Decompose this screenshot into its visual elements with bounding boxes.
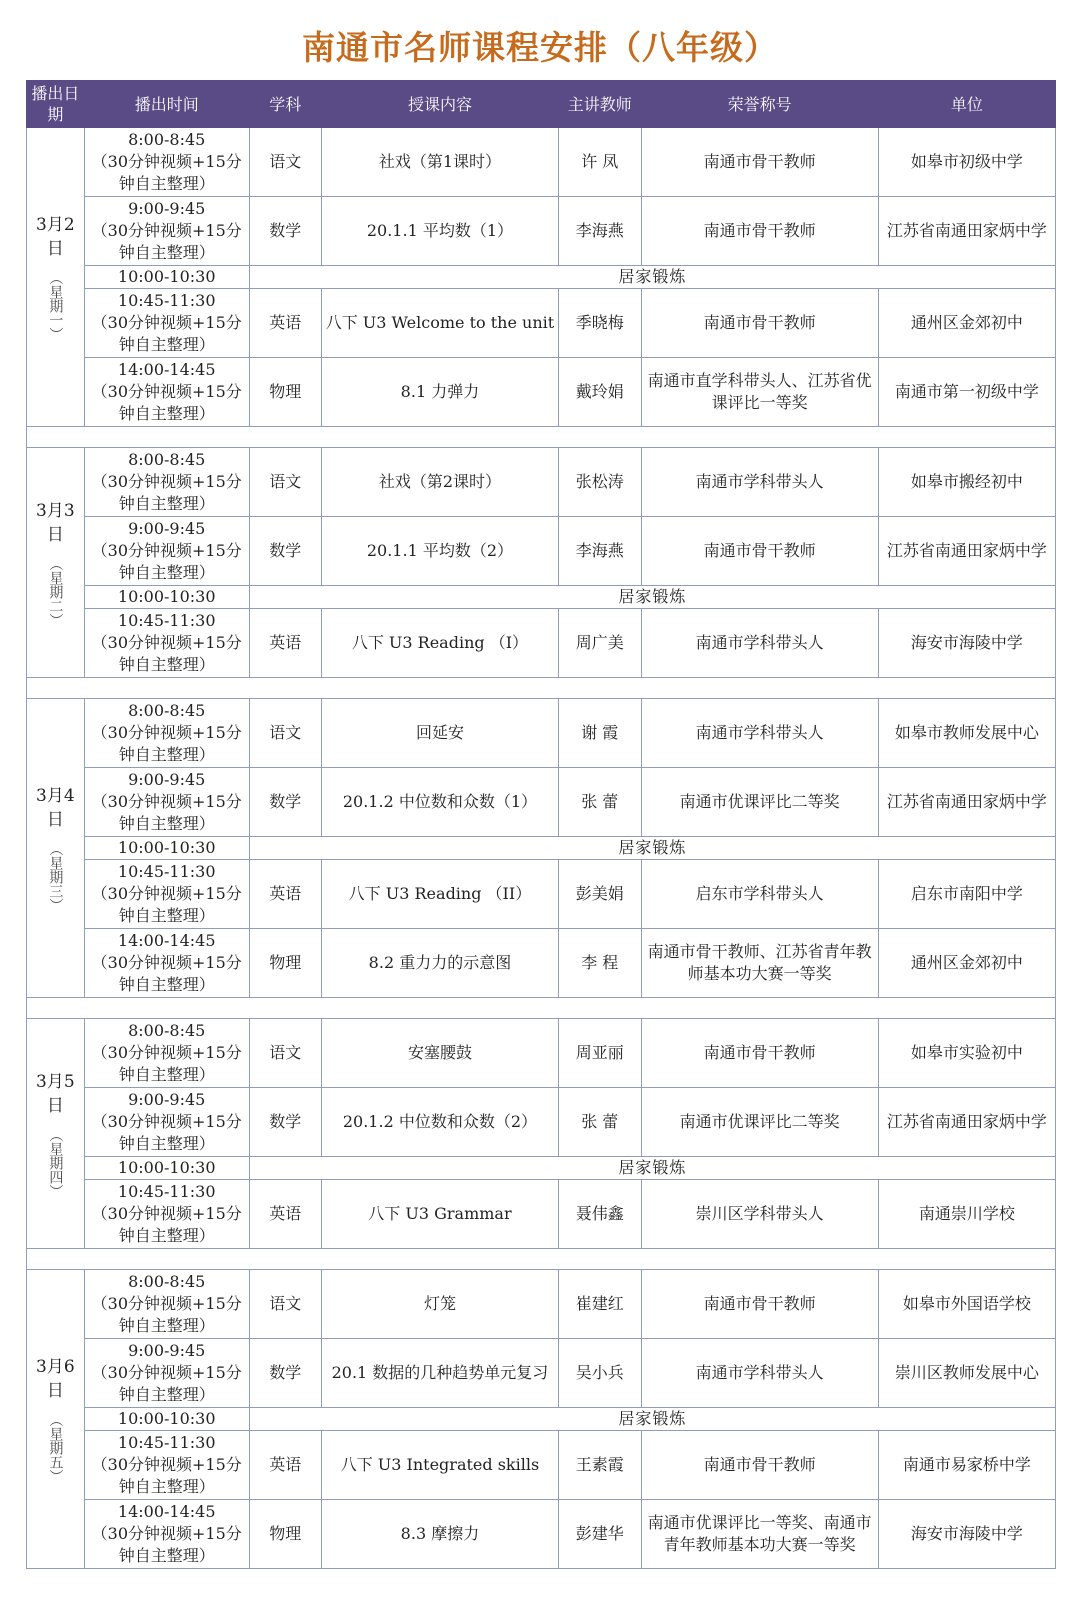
unit-cell: 崇川区教师发展中心 <box>878 1339 1055 1408</box>
time-label: 10:45-11:30 <box>117 1182 216 1201</box>
time-cell <box>84 289 249 358</box>
content-cell: 20.1.2 中位数和众数（2） <box>321 1088 558 1157</box>
subject-cell: 物理 <box>249 1500 321 1569</box>
break-row <box>27 266 1056 289</box>
subject-cell: 语文 <box>249 1019 321 1088</box>
time-cell <box>84 197 249 266</box>
time-note: （30分钟视频+15分钟自主整理） <box>91 1043 242 1084</box>
time-cell <box>84 837 249 860</box>
day-separator <box>27 998 1056 1019</box>
table-row <box>27 197 1056 266</box>
separator-cell <box>27 678 1056 699</box>
break-row <box>27 1408 1056 1431</box>
time-note: （30分钟视频+15分钟自主整理） <box>91 633 242 674</box>
teacher-cell: 吴小兵 <box>559 1339 641 1408</box>
content-cell: 8.1 力弹力 <box>321 358 558 427</box>
content-cell: 八下 U3 Reading （II） <box>321 860 558 929</box>
table-row <box>27 128 1056 197</box>
teacher-cell: 王素霞 <box>559 1431 641 1500</box>
time-cell <box>84 768 249 837</box>
honor-cell: 南通市优课评比二等奖 <box>641 768 878 837</box>
subject-cell: 数学 <box>249 1088 321 1157</box>
content-cell: 社戏（第1课时） <box>321 128 558 197</box>
honor-cell: 崇川区学科带头人 <box>641 1180 878 1249</box>
time-cell <box>84 358 249 427</box>
day-separator <box>27 427 1056 448</box>
honor-cell: 启东市学科带头人 <box>641 860 878 929</box>
table-header <box>27 81 1056 128</box>
time-note: （30分钟视频+15分钟自主整理） <box>91 382 242 423</box>
break-label: 居家锻炼 <box>249 1157 1055 1180</box>
subject-cell: 英语 <box>249 860 321 929</box>
weekday-label: （星期五） <box>47 1413 64 1483</box>
time-label: 10:45-11:30 <box>117 611 216 630</box>
time-note: （30分钟视频+15分钟自主整理） <box>91 1112 242 1153</box>
time-cell <box>84 1408 249 1431</box>
date-cell <box>27 1270 85 1569</box>
teacher-cell: 张 蕾 <box>559 1088 641 1157</box>
time-label: 14:00-14:45 <box>117 1502 216 1521</box>
table-row <box>27 1270 1056 1339</box>
unit-cell: 启东市南阳中学 <box>878 860 1055 929</box>
subject-cell: 语文 <box>249 128 321 197</box>
honor-cell: 南通市骨干教师 <box>641 1431 878 1500</box>
time-note: （30分钟视频+15分钟自主整理） <box>91 1204 242 1245</box>
content-cell: 8.2 重力力的示意图 <box>321 929 558 998</box>
teacher-cell: 彭美娟 <box>559 860 641 929</box>
content-cell: 20.1.1 平均数（2） <box>321 517 558 586</box>
day-separator <box>27 1249 1056 1270</box>
break-label: 居家锻炼 <box>249 1408 1055 1431</box>
unit-cell: 南通市第一初级中学 <box>878 358 1055 427</box>
content-cell: 安塞腰鼓 <box>321 1019 558 1088</box>
subject-cell: 语文 <box>249 699 321 768</box>
header-time: 播出时间 <box>84 81 249 128</box>
teacher-cell: 周广美 <box>559 609 641 678</box>
time-note: （30分钟视频+15分钟自主整理） <box>91 221 242 262</box>
table-row <box>27 517 1056 586</box>
subject-cell: 物理 <box>249 358 321 427</box>
weekday-label: （星期四） <box>47 1127 64 1198</box>
honor-cell: 南通市骨干教师 <box>641 128 878 197</box>
time-note: （30分钟视频+15分钟自主整理） <box>91 1524 242 1565</box>
date-cell <box>27 699 85 998</box>
content-cell: 回延安 <box>321 699 558 768</box>
unit-cell: 通州区金郊初中 <box>878 289 1055 358</box>
table-row <box>27 860 1056 929</box>
table-row <box>27 768 1056 837</box>
time-cell <box>84 1180 249 1249</box>
date-cell <box>27 1019 85 1249</box>
table-row <box>27 1019 1056 1088</box>
time-cell <box>84 609 249 678</box>
weekday-label: （星期三） <box>47 842 64 912</box>
time-note: （30分钟视频+15分钟自主整理） <box>91 472 242 513</box>
subject-cell: 数学 <box>249 1339 321 1408</box>
time-label: 9:00-9:45 <box>128 770 206 789</box>
time-cell <box>84 128 249 197</box>
time-note: （30分钟视频+15分钟自主整理） <box>91 953 242 994</box>
content-cell: 20.1.1 平均数（1） <box>321 197 558 266</box>
unit-cell: 江苏省南通田家炳中学 <box>878 517 1055 586</box>
time-cell <box>84 1157 249 1180</box>
honor-cell: 南通市优课评比一等奖、南通市青年教师基本功大赛一等奖 <box>641 1500 878 1569</box>
content-cell: 灯笼 <box>321 1270 558 1339</box>
break-label: 居家锻炼 <box>249 266 1055 289</box>
time-label: 9:00-9:45 <box>128 199 206 218</box>
table-row <box>27 1500 1056 1569</box>
time-note: （30分钟视频+15分钟自主整理） <box>91 1455 242 1496</box>
weekday-label: （星期二） <box>47 556 64 627</box>
unit-cell: 江苏省南通田家炳中学 <box>878 1088 1055 1157</box>
unit-cell: 江苏省南通田家炳中学 <box>878 768 1055 837</box>
table-row <box>27 929 1056 998</box>
time-label: 8:00-8:45 <box>128 701 206 720</box>
unit-cell: 如皋市实验初中 <box>878 1019 1055 1088</box>
time-label: 10:45-11:30 <box>117 1433 216 1452</box>
honor-cell: 南通市骨干教师 <box>641 1270 878 1339</box>
time-label: 8:00-8:45 <box>128 1272 206 1291</box>
time-note: （30分钟视频+15分钟自主整理） <box>91 152 242 193</box>
time-label: 8:00-8:45 <box>128 130 206 149</box>
time-note: （30分钟视频+15分钟自主整理） <box>91 884 242 925</box>
teacher-cell: 李海燕 <box>559 197 641 266</box>
unit-cell: 如皋市搬经初中 <box>878 448 1055 517</box>
table-row <box>27 1088 1056 1157</box>
teacher-cell: 张松涛 <box>559 448 641 517</box>
time-label: 14:00-14:45 <box>117 931 216 950</box>
honor-cell: 南通市直学科带头人、江苏省优课评比一等奖 <box>641 358 878 427</box>
time-cell <box>84 1088 249 1157</box>
teacher-cell: 彭建华 <box>559 1500 641 1569</box>
time-label: 10:00-10:30 <box>117 838 216 857</box>
subject-cell: 英语 <box>249 289 321 358</box>
honor-cell: 南通市学科带头人 <box>641 609 878 678</box>
unit-cell: 如皋市初级中学 <box>878 128 1055 197</box>
teacher-cell: 崔建红 <box>559 1270 641 1339</box>
time-cell <box>84 1019 249 1088</box>
time-label: 10:45-11:30 <box>117 862 216 881</box>
table-row <box>27 358 1056 427</box>
teacher-cell: 季晓梅 <box>559 289 641 358</box>
date-label: 3月4日 <box>36 786 75 830</box>
separator-cell <box>27 998 1056 1019</box>
weekday-label: （星期一） <box>47 271 64 341</box>
time-label: 10:00-10:30 <box>117 1158 216 1177</box>
schedule-table <box>26 80 1056 1569</box>
subject-cell: 物理 <box>249 929 321 998</box>
table-row <box>27 1431 1056 1500</box>
date-label: 3月2日 <box>36 215 75 259</box>
table-row <box>27 1180 1056 1249</box>
teacher-cell: 周亚丽 <box>559 1019 641 1088</box>
time-note: （30分钟视频+15分钟自主整理） <box>91 1363 242 1404</box>
teacher-cell: 聂伟鑫 <box>559 1180 641 1249</box>
time-label: 8:00-8:45 <box>128 450 206 469</box>
time-note: （30分钟视频+15分钟自主整理） <box>91 1294 242 1335</box>
subject-cell: 英语 <box>249 1431 321 1500</box>
honor-cell: 南通市优课评比二等奖 <box>641 1088 878 1157</box>
header-teacher: 主讲教师 <box>559 81 641 128</box>
header-honor: 荣誉称号 <box>641 81 878 128</box>
subject-cell: 数学 <box>249 517 321 586</box>
subject-cell: 数学 <box>249 197 321 266</box>
time-cell <box>84 1270 249 1339</box>
table-body <box>27 128 1056 1569</box>
unit-cell: 海安市海陵中学 <box>878 1500 1055 1569</box>
honor-cell: 南通市骨干教师 <box>641 289 878 358</box>
time-label: 10:00-10:30 <box>117 267 216 286</box>
header-subject: 学科 <box>249 81 321 128</box>
header-date: 播出日期 <box>27 81 85 128</box>
content-cell: 20.1 数据的几种趋势单元复习 <box>321 1339 558 1408</box>
time-cell <box>84 1339 249 1408</box>
teacher-cell: 李海燕 <box>559 517 641 586</box>
date-label: 3月3日 <box>36 500 75 545</box>
teacher-cell: 李 程 <box>559 929 641 998</box>
teacher-cell: 戴玲娟 <box>559 358 641 427</box>
time-cell <box>84 860 249 929</box>
header-content: 授课内容 <box>321 81 558 128</box>
content-cell: 八下 U3 Integrated skills <box>321 1431 558 1500</box>
time-cell <box>84 929 249 998</box>
subject-cell: 语文 <box>249 1270 321 1339</box>
time-cell <box>84 699 249 768</box>
unit-cell: 如皋市外国语学校 <box>878 1270 1055 1339</box>
date-label: 3月5日 <box>36 1071 75 1116</box>
unit-cell: 海安市海陵中学 <box>878 609 1055 678</box>
page-title: 南通市名师课程安排（八年级） <box>302 28 778 67</box>
teacher-cell: 谢 霞 <box>559 699 641 768</box>
subject-cell: 数学 <box>249 768 321 837</box>
content-cell: 八下 U3 Reading （I） <box>321 609 558 678</box>
unit-cell: 如皋市教师发展中心 <box>878 699 1055 768</box>
day-separator <box>27 678 1056 699</box>
honor-cell: 南通市骨干教师 <box>641 197 878 266</box>
time-label: 8:00-8:45 <box>128 1021 206 1040</box>
teacher-cell: 许 凤 <box>559 128 641 197</box>
time-cell <box>84 517 249 586</box>
time-label: 14:00-14:45 <box>117 360 216 379</box>
time-note: （30分钟视频+15分钟自主整理） <box>91 723 242 764</box>
unit-cell: 南通崇川学校 <box>878 1180 1055 1249</box>
time-note: （30分钟视频+15分钟自主整理） <box>91 792 242 833</box>
table-row <box>27 609 1056 678</box>
subject-cell: 语文 <box>249 448 321 517</box>
time-label: 10:00-10:30 <box>117 1409 216 1428</box>
table-row <box>27 699 1056 768</box>
time-label: 10:45-11:30 <box>117 291 216 310</box>
header-unit: 单位 <box>878 81 1055 128</box>
time-label: 9:00-9:45 <box>128 519 206 538</box>
unit-cell: 江苏省南通田家炳中学 <box>878 197 1055 266</box>
date-cell <box>27 448 85 678</box>
honor-cell: 南通市骨干教师 <box>641 1019 878 1088</box>
content-cell: 20.1.2 中位数和众数（1） <box>321 768 558 837</box>
time-note: （30分钟视频+15分钟自主整理） <box>91 313 242 354</box>
honor-cell: 南通市学科带头人 <box>641 448 878 517</box>
separator-cell <box>27 427 1056 448</box>
content-cell: 社戏（第2课时） <box>321 448 558 517</box>
honor-cell: 南通市骨干教师、江苏省青年教师基本功大赛一等奖 <box>641 929 878 998</box>
table-row <box>27 448 1056 517</box>
time-cell <box>84 1431 249 1500</box>
content-cell: 8.3 摩擦力 <box>321 1500 558 1569</box>
time-note: （30分钟视频+15分钟自主整理） <box>91 541 242 582</box>
time-cell <box>84 266 249 289</box>
date-label: 3月6日 <box>36 1357 75 1401</box>
separator-cell <box>27 1249 1056 1270</box>
break-label: 居家锻炼 <box>249 837 1055 860</box>
time-label: 10:00-10:30 <box>117 587 216 606</box>
table-row <box>27 289 1056 358</box>
teacher-cell: 张 蕾 <box>559 768 641 837</box>
time-cell <box>84 448 249 517</box>
time-cell <box>84 586 249 609</box>
content-cell: 八下 U3 Welcome to the unit <box>321 289 558 358</box>
time-label: 9:00-9:45 <box>128 1090 206 1109</box>
table-row <box>27 1339 1056 1408</box>
break-row <box>27 1157 1056 1180</box>
content-cell: 八下 U3 Grammar <box>321 1180 558 1249</box>
break-label: 居家锻炼 <box>249 586 1055 609</box>
unit-cell: 通州区金郊初中 <box>878 929 1055 998</box>
date-cell <box>27 128 85 427</box>
break-row <box>27 586 1056 609</box>
time-cell <box>84 1500 249 1569</box>
honor-cell: 南通市学科带头人 <box>641 699 878 768</box>
honor-cell: 南通市骨干教师 <box>641 517 878 586</box>
break-row <box>27 837 1056 860</box>
subject-cell: 英语 <box>249 609 321 678</box>
subject-cell: 英语 <box>249 1180 321 1249</box>
unit-cell: 南通市易家桥中学 <box>878 1431 1055 1500</box>
honor-cell: 南通市学科带头人 <box>641 1339 878 1408</box>
time-label: 9:00-9:45 <box>128 1341 206 1360</box>
